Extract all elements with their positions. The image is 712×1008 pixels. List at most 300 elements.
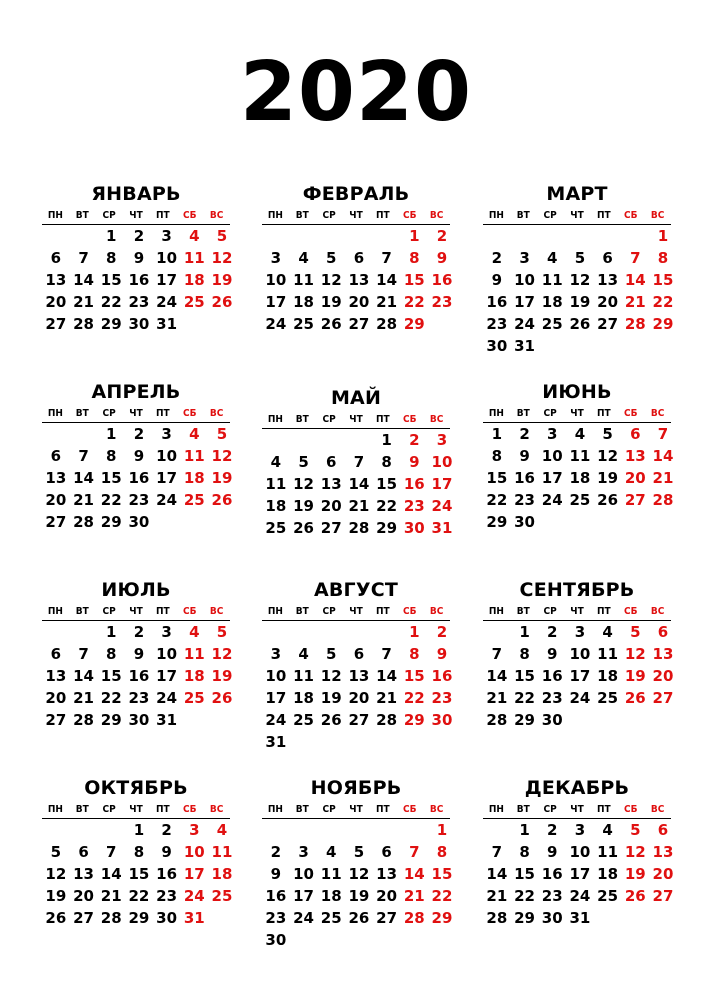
day-cell: 16 [431, 271, 453, 289]
day-cell: 10 [293, 865, 314, 883]
day-cell: 15 [100, 271, 122, 289]
day-cell: 29 [403, 315, 425, 333]
day-cell: 1 [657, 227, 669, 245]
day-cell: 9 [436, 645, 448, 663]
weekday-header [483, 801, 671, 819]
day-cell: 27 [624, 491, 646, 509]
day-cell: 28 [73, 711, 94, 729]
day-cell: 9 [270, 865, 282, 883]
day-cell: 16 [128, 667, 150, 685]
day-cell: 23 [128, 293, 150, 311]
day-cell: 15 [376, 475, 398, 493]
day-cell: 27 [376, 909, 398, 927]
weekday-label: СБ [402, 414, 417, 425]
weekday-label: ВС [209, 210, 224, 221]
day-cell: 31 [431, 519, 453, 537]
empty-cell [483, 225, 511, 247]
day-cell: 10 [156, 447, 178, 465]
day-cell: 13 [652, 645, 674, 663]
weekday-label: ВС [650, 804, 665, 815]
day-cell: 7 [491, 645, 503, 663]
day-cell: 8 [133, 843, 145, 861]
day-cell: 26 [320, 315, 342, 333]
day-cell: 12 [45, 865, 67, 883]
weekday-label: ВС [209, 606, 224, 617]
day-cell: 14 [486, 865, 508, 883]
day-cell: 13 [320, 475, 342, 493]
day-cell: 30 [128, 513, 150, 531]
empty-cell [42, 225, 70, 247]
day-cell: 18 [183, 469, 205, 487]
day-cell: 30 [128, 315, 150, 333]
day-cell: 1 [381, 431, 392, 449]
day-cell: 7 [381, 249, 392, 267]
day-cell: 10 [541, 447, 563, 465]
day-cell: 14 [376, 667, 398, 685]
day-cell: 2 [409, 431, 420, 449]
weekday-header [483, 405, 671, 423]
empty-cell [317, 819, 345, 841]
day-cell: 21 [73, 491, 94, 509]
month-name: ЯНВАРЬ [91, 183, 181, 205]
weekday-label: ПТ [156, 606, 170, 617]
day-cell: 5 [602, 425, 613, 443]
empty-cell [483, 819, 511, 841]
empty-cell [290, 819, 318, 841]
day-cell: 4 [189, 227, 200, 245]
weekday-label: СР [322, 414, 336, 425]
day-cell: 11 [541, 271, 563, 289]
day-cell: 23 [128, 689, 150, 707]
day-cell: 1 [106, 425, 117, 443]
day-cell: 2 [519, 425, 530, 443]
day-cell: 17 [569, 667, 591, 685]
day-cell: 25 [541, 315, 563, 333]
day-cell: 11 [265, 475, 287, 493]
weekday-label: ЧТ [349, 210, 363, 221]
month-name: ДЕКАБРЬ [524, 777, 630, 799]
weekday-label: ПН [267, 606, 283, 617]
day-cell: 7 [381, 645, 392, 663]
day-cell: 6 [78, 843, 89, 861]
day-cell: 16 [128, 469, 150, 487]
day-cell: 29 [128, 909, 150, 927]
weekday-header [483, 207, 671, 225]
empty-cell [373, 819, 401, 841]
day-cell: 9 [547, 843, 558, 861]
day-cell: 30 [486, 337, 508, 355]
day-cell: 2 [436, 227, 448, 245]
day-cell: 1 [409, 227, 420, 245]
empty-cell [317, 621, 345, 643]
day-cell: 26 [211, 293, 233, 311]
day-cell: 14 [652, 447, 674, 465]
weekday-label: СР [543, 606, 557, 617]
day-cell: 18 [183, 667, 205, 685]
day-cell: 4 [189, 425, 200, 443]
weekday-label: ПН [47, 210, 63, 221]
day-cell: 20 [376, 887, 398, 905]
empty-cell [290, 225, 318, 247]
day-cell: 13 [624, 447, 646, 465]
day-cell: 10 [265, 667, 287, 685]
day-cell: 31 [183, 909, 205, 927]
day-cell: 4 [298, 249, 309, 267]
empty-cell [621, 225, 649, 247]
day-cell: 29 [100, 315, 122, 333]
empty-cell [70, 621, 98, 643]
weekday-label: ПН [267, 414, 283, 425]
day-cell: 9 [133, 645, 145, 663]
day-cell: 28 [73, 315, 94, 333]
day-cell: 31 [569, 909, 591, 927]
weekday-label: ПН [488, 606, 504, 617]
day-cell: 22 [100, 293, 122, 311]
day-cell: 22 [652, 293, 674, 311]
weekday-label: ВС [429, 606, 444, 617]
day-cell: 27 [348, 315, 370, 333]
day-cell: 26 [211, 689, 233, 707]
weekday-label: ВТ [295, 804, 309, 815]
weekday-label: СБ [182, 606, 197, 617]
day-cell: 9 [161, 843, 172, 861]
weekday-label: ПТ [376, 804, 390, 815]
day-cell: 28 [73, 513, 94, 531]
days-grid [42, 621, 233, 731]
day-cell: 18 [265, 497, 287, 515]
day-cell: 7 [78, 645, 89, 663]
day-cell: 23 [431, 689, 453, 707]
day-cell: 9 [491, 271, 503, 289]
weekday-label: ЧТ [570, 606, 584, 617]
day-cell: 3 [298, 843, 309, 861]
month-2 [262, 181, 453, 335]
day-cell: 5 [216, 623, 228, 641]
day-cell: 25 [211, 887, 233, 905]
day-cell: 28 [376, 711, 398, 729]
weekday-label: ПТ [156, 408, 170, 419]
day-cell: 6 [50, 249, 62, 267]
weekday-label: ЧТ [349, 804, 363, 815]
day-cell: 21 [73, 689, 94, 707]
weekday-label: ПТ [597, 804, 611, 815]
day-cell: 31 [156, 315, 178, 333]
month-6 [483, 379, 674, 533]
day-cell: 25 [569, 491, 591, 509]
day-cell: 30 [541, 909, 563, 927]
day-cell: 11 [293, 271, 314, 289]
day-cell: 24 [265, 315, 287, 333]
weekday-label: ВС [650, 408, 665, 419]
day-cell: 29 [514, 909, 535, 927]
day-cell: 21 [376, 293, 398, 311]
day-cell: 9 [519, 447, 530, 465]
day-cell: 27 [348, 711, 370, 729]
day-cell: 25 [597, 689, 619, 707]
day-cell: 10 [514, 271, 535, 289]
weekday-label: СР [102, 408, 116, 419]
weekday-label: СР [102, 804, 116, 815]
day-cell: 6 [381, 843, 392, 861]
month-name: МАЙ [330, 387, 382, 409]
day-cell: 25 [293, 711, 314, 729]
day-cell: 29 [431, 909, 453, 927]
day-cell: 11 [183, 645, 205, 663]
day-cell: 13 [73, 865, 94, 883]
day-cell: 18 [183, 271, 205, 289]
day-cell: 2 [547, 821, 558, 839]
empty-cell [42, 621, 70, 643]
day-cell: 30 [541, 711, 563, 729]
day-cell: 1 [519, 623, 530, 641]
day-cell: 17 [156, 271, 178, 289]
empty-cell [373, 225, 401, 247]
day-cell: 10 [156, 645, 178, 663]
day-cell: 29 [403, 711, 425, 729]
day-cell: 4 [602, 623, 613, 641]
empty-cell [70, 225, 98, 247]
weekday-label: ПН [47, 804, 63, 815]
empty-cell [511, 225, 539, 247]
day-cell: 28 [403, 909, 425, 927]
empty-cell [262, 429, 290, 451]
month-5 [262, 385, 453, 539]
day-cell: 23 [156, 887, 178, 905]
day-cell: 18 [597, 865, 619, 883]
day-cell: 10 [156, 249, 178, 267]
day-cell: 23 [541, 887, 563, 905]
day-cell: 3 [189, 821, 200, 839]
day-cell: 7 [353, 453, 365, 471]
day-cell: 27 [652, 689, 674, 707]
day-cell: 8 [436, 843, 448, 861]
day-cell: 2 [491, 249, 503, 267]
month-name: ИЮНЬ [542, 381, 612, 403]
day-cell: 7 [78, 447, 89, 465]
day-cell: 29 [652, 315, 674, 333]
day-cell: 25 [293, 315, 314, 333]
day-cell: 15 [100, 469, 122, 487]
day-cell: 19 [624, 865, 646, 883]
day-cell: 4 [326, 843, 337, 861]
day-cell: 12 [624, 645, 646, 663]
empty-cell [42, 423, 70, 445]
day-cell: 3 [574, 623, 586, 641]
day-cell: 5 [326, 249, 337, 267]
weekday-label: ВТ [75, 210, 89, 221]
weekday-label: ПТ [156, 804, 170, 815]
day-cell: 18 [320, 887, 342, 905]
day-cell: 29 [100, 711, 122, 729]
day-cell: 14 [73, 667, 94, 685]
day-cell: 26 [348, 909, 370, 927]
day-cell: 3 [161, 623, 172, 641]
day-cell: 13 [652, 843, 674, 861]
day-cell: 18 [569, 469, 591, 487]
empty-cell [400, 819, 428, 841]
day-cell: 8 [657, 249, 669, 267]
weekday-label: ПТ [376, 606, 390, 617]
day-cell: 5 [326, 645, 337, 663]
day-cell: 15 [100, 667, 122, 685]
day-cell: 1 [519, 821, 530, 839]
day-cell: 1 [491, 425, 503, 443]
day-cell: 24 [183, 887, 205, 905]
day-cell: 25 [183, 689, 205, 707]
weekday-label: ВТ [516, 804, 530, 815]
day-cell: 31 [156, 711, 178, 729]
day-cell: 24 [265, 711, 287, 729]
day-cell: 15 [486, 469, 508, 487]
day-cell: 15 [403, 667, 425, 685]
weekday-label: СР [102, 606, 116, 617]
day-cell: 19 [320, 689, 342, 707]
day-cell: 23 [541, 689, 563, 707]
weekday-label: ЧТ [570, 210, 584, 221]
weekday-label: ПТ [597, 606, 611, 617]
empty-cell [97, 819, 125, 841]
day-cell: 8 [409, 249, 420, 267]
day-cell: 10 [183, 843, 205, 861]
day-cell: 12 [293, 475, 314, 493]
day-cell: 4 [547, 249, 558, 267]
weekday-header [483, 603, 671, 621]
day-cell: 23 [431, 293, 453, 311]
day-cell: 27 [73, 909, 94, 927]
day-cell: 17 [183, 865, 205, 883]
day-cell: 19 [293, 497, 314, 515]
day-cell: 2 [161, 821, 172, 839]
day-cell: 4 [189, 623, 200, 641]
day-cell: 22 [128, 887, 150, 905]
empty-cell [70, 423, 98, 445]
weekday-label: СР [543, 408, 557, 419]
day-cell: 21 [624, 293, 646, 311]
day-cell: 11 [183, 447, 205, 465]
month-12 [483, 775, 674, 929]
weekday-label: ПТ [376, 414, 390, 425]
day-cell: 25 [183, 491, 205, 509]
weekday-header [42, 603, 230, 621]
day-cell: 1 [409, 623, 420, 641]
day-cell: 26 [211, 491, 233, 509]
weekday-label: СР [322, 804, 336, 815]
day-cell: 30 [156, 909, 178, 927]
month-name: ФЕВРАЛЬ [302, 183, 410, 205]
day-cell: 22 [403, 293, 425, 311]
day-cell: 13 [45, 667, 67, 685]
weekday-label: ПТ [597, 210, 611, 221]
day-cell: 27 [320, 519, 342, 537]
day-cell: 15 [514, 667, 535, 685]
day-cell: 8 [519, 843, 530, 861]
weekday-label: СБ [402, 210, 417, 221]
day-cell: 1 [436, 821, 448, 839]
weekday-label: СБ [402, 804, 417, 815]
day-cell: 1 [106, 623, 117, 641]
day-cell: 2 [270, 843, 282, 861]
weekday-label: ВТ [516, 408, 530, 419]
day-cell: 14 [348, 475, 370, 493]
weekday-label: ПН [488, 804, 504, 815]
day-cell: 20 [45, 491, 67, 509]
day-cell: 19 [597, 469, 619, 487]
weekday-label: ВС [209, 804, 224, 815]
empty-cell [345, 225, 373, 247]
weekday-label: СБ [623, 408, 638, 419]
month-1 [42, 181, 233, 335]
day-cell: 25 [597, 887, 619, 905]
day-cell: 18 [541, 293, 563, 311]
day-cell: 12 [320, 667, 342, 685]
day-cell: 3 [270, 249, 282, 267]
day-cell: 13 [348, 271, 370, 289]
month-10 [42, 775, 233, 929]
day-cell: 27 [45, 315, 67, 333]
day-cell: 28 [486, 711, 508, 729]
day-cell: 9 [133, 447, 145, 465]
day-cell: 12 [320, 271, 342, 289]
day-cell: 15 [431, 865, 453, 883]
weekday-header [262, 603, 450, 621]
weekday-label: СР [543, 804, 557, 815]
day-cell: 13 [376, 865, 398, 883]
empty-cell [262, 621, 290, 643]
day-cell: 30 [431, 711, 453, 729]
day-cell: 22 [514, 887, 535, 905]
day-cell: 6 [326, 453, 337, 471]
weekday-label: СБ [182, 408, 197, 419]
day-cell: 3 [270, 645, 282, 663]
day-cell: 24 [156, 689, 178, 707]
weekday-label: ЧТ [129, 408, 143, 419]
days-grid [262, 225, 453, 335]
day-cell: 20 [45, 689, 67, 707]
day-cell: 6 [353, 249, 365, 267]
day-cell: 1 [106, 227, 117, 245]
day-cell: 3 [519, 249, 530, 267]
month-name: ИЮЛЬ [101, 579, 171, 601]
day-cell: 26 [624, 887, 646, 905]
day-cell: 27 [597, 315, 619, 333]
weekday-header [42, 405, 230, 423]
day-cell: 5 [50, 843, 62, 861]
day-cell: 22 [100, 491, 122, 509]
day-cell: 14 [100, 865, 122, 883]
day-cell: 13 [45, 271, 67, 289]
month-9 [483, 577, 674, 731]
month-name: НОЯБРЬ [310, 777, 402, 799]
day-cell: 8 [106, 447, 117, 465]
day-cell: 29 [486, 513, 508, 531]
day-cell: 4 [602, 821, 613, 839]
day-cell: 12 [211, 249, 233, 267]
day-cell: 19 [348, 887, 370, 905]
month-3 [483, 181, 674, 357]
day-cell: 24 [293, 909, 314, 927]
empty-cell [538, 225, 566, 247]
day-cell: 30 [265, 931, 287, 949]
weekday-label: ЧТ [570, 804, 584, 815]
day-cell: 10 [569, 645, 591, 663]
day-cell: 20 [45, 293, 67, 311]
day-cell: 26 [293, 519, 314, 537]
weekday-label: ПН [267, 210, 283, 221]
month-7 [42, 577, 233, 731]
day-cell: 16 [541, 667, 563, 685]
day-cell: 8 [381, 453, 392, 471]
day-cell: 17 [156, 469, 178, 487]
